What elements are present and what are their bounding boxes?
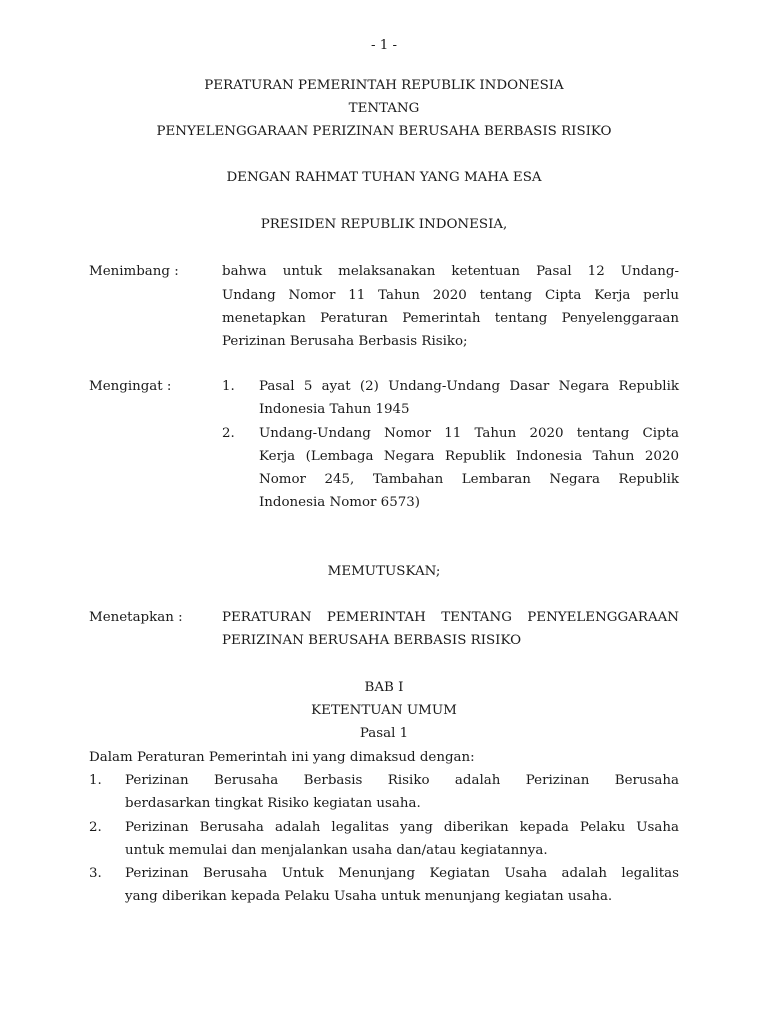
mengingat-item-number: 1. bbox=[222, 379, 235, 394]
title-line-3: PENYELENGGARAAN PERIZINAN BERUSAHA BERBASIS RISIKO bbox=[156, 124, 612, 139]
menimbang-line: bahwa untuk melaksanakan ketentuan Pasal 12 Undang- bbox=[222, 264, 679, 279]
president-line: PRESIDEN REPUBLIK INDONESIA, bbox=[260, 217, 508, 232]
mengingat-label: Mengingat : bbox=[89, 379, 172, 394]
bab-title: BAB I bbox=[364, 680, 404, 695]
menimbang-line: Perizinan Berusaha Berbasis Risiko; bbox=[222, 334, 468, 349]
bab-name: KETENTUAN UMUM bbox=[311, 703, 457, 718]
pasal-intro: Dalam Peraturan Pemerintah ini yang dimaksud dengan: bbox=[89, 750, 475, 765]
mengingat-item-line: Pasal 5 ayat (2) Undang-Undang Dasar Negara Republik bbox=[259, 379, 679, 394]
blessing-line: DENGAN RAHMAT TUHAN YANG MAHA ESA bbox=[226, 170, 542, 185]
definition-line: untuk memulai dan menjalankan usaha dan/atau kegiatannya. bbox=[125, 843, 548, 858]
definition-line: berdasarkan tingkat Risiko kegiatan usaha. bbox=[125, 796, 421, 811]
pasal-heading: Pasal 1 bbox=[359, 726, 409, 741]
definition-line: Perizinan Berusaha adalah legalitas yang diberikan kepada Pelaku Usaha bbox=[125, 820, 679, 835]
memutuskan-heading: MEMUTUSKAN; bbox=[327, 564, 441, 579]
definition-number: 2. bbox=[89, 820, 102, 835]
menetapkan-label: Menetapkan : bbox=[89, 610, 183, 625]
mengingat-item-line: Kerja (Lembaga Negara Republik Indonesia Tahun 2020 bbox=[259, 449, 679, 464]
mengingat-item-line: Indonesia Tahun 1945 bbox=[259, 402, 410, 417]
definition-line: Perizinan Berusaha Berbasis Risiko adalah Perizinan Berusaha bbox=[125, 773, 679, 788]
mengingat-item-line: Undang-Undang Nomor 11 Tahun 2020 tentang Cipta bbox=[259, 426, 679, 441]
menimbang-label: Menimbang : bbox=[89, 264, 179, 279]
menetapkan-line: PERIZINAN BERUSAHA BERBASIS RISIKO bbox=[222, 633, 522, 648]
mengingat-item-line: Nomor 245, Tambahan Lembaran Negara Republik bbox=[259, 472, 679, 487]
menimbang-line: menetapkan Peraturan Pemerintah tentang Penyelenggaraan bbox=[222, 311, 679, 326]
definition-line: Perizinan Berusaha Untuk Menunjang Kegiatan Usaha adalah legalitas bbox=[125, 866, 679, 881]
definition-number: 1. bbox=[89, 773, 102, 788]
mengingat-item-number: 2. bbox=[222, 426, 235, 441]
definition-number: 3. bbox=[89, 866, 102, 881]
title-line-2: TENTANG bbox=[348, 101, 420, 116]
definition-line: yang diberikan kepada Pelaku Usaha untuk menunjang kegiatan usaha. bbox=[125, 889, 613, 904]
mengingat-item-line: Indonesia Nomor 6573) bbox=[259, 495, 420, 510]
title-line-1: PERATURAN PEMERINTAH REPUBLIK INDONESIA bbox=[204, 78, 564, 93]
menimbang-line: Undang Nomor 11 Tahun 2020 tentang Cipta Kerja perlu bbox=[222, 288, 679, 303]
page-number: - 1 - bbox=[370, 38, 398, 53]
menetapkan-line: PERATURAN PEMERINTAH TENTANG PENYELENGGARAAN bbox=[222, 610, 679, 625]
